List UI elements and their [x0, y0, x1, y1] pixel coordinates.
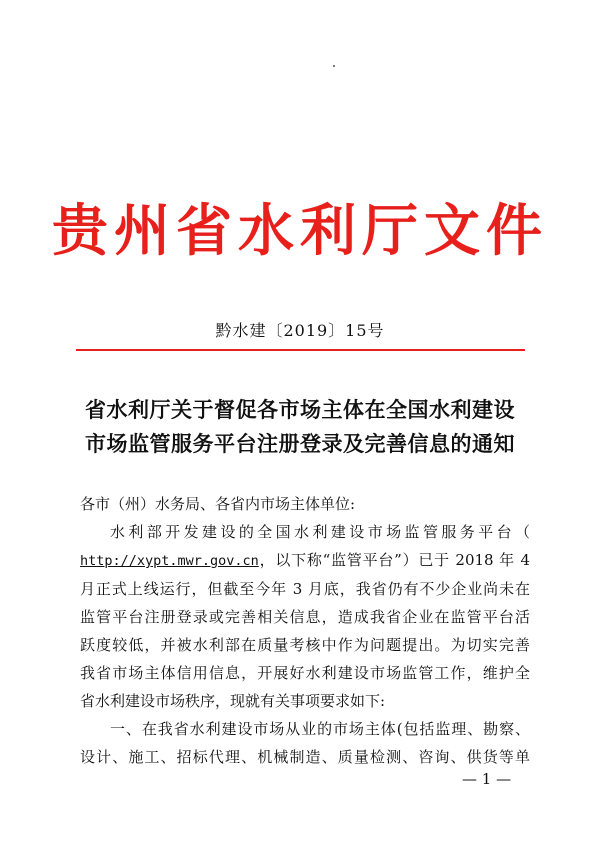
issuer-header-title: 贵州省水利厅文件: [52, 198, 548, 264]
paragraph-2-line-1: 一、在我省水利建设市场从业的市场主体(包括监理、勘察、: [110, 720, 530, 738]
paragraph-1-line-5: 跃度较低，并被水利部在质量考核中作为问题提出。为切实完善: [80, 636, 530, 654]
paragraph-1-line-1: 水利部开发建设的全国水利建设市场监管服务平台（: [110, 523, 530, 541]
page-number: — 1 —: [462, 770, 512, 788]
paragraph-1-line-6: 我省市场主体信用信息，开展好水利建设市场监管工作，维护全: [80, 664, 530, 682]
notice-title-line-2: 市场监管服务平台注册登录及完善信息的通知: [85, 431, 515, 456]
red-divider-line: [76, 349, 525, 351]
notice-title: [60, 393, 540, 461]
salutation: 各市（州）水务局、各省内市场主体单位:: [80, 495, 356, 513]
document-number: 黔水建〔2019〕15号: [215, 321, 385, 340]
paragraph-1-line-2: [80, 546, 530, 575]
paragraph-1-line-2-text: ，以下称“监管平台”）已于 2018 年 4: [258, 551, 530, 569]
notice-body: [80, 490, 530, 771]
scan-dot: [333, 65, 335, 67]
paragraph-2-line-2: 设计、施工、招标代理、机械制造、质量检测、咨询、供货等单: [80, 748, 530, 766]
notice-title-line-1: 省水利厅关于督促各市场主体在全国水利建设: [85, 397, 515, 422]
platform-link[interactable]: http://xypt.mwr.gov.cn: [80, 553, 259, 569]
paragraph-1-line-7: 省水利建设市场秩序，现就有关事项要求如下:: [80, 692, 386, 710]
paragraph-1-line-3: 月正式上线运行，但截至今年 3 月底，我省仍有不少企业尚未在: [80, 580, 530, 598]
paragraph-1-line-4: 监管平台注册登录或完善相关信息，造成我省企业在监管平台活: [80, 608, 530, 626]
